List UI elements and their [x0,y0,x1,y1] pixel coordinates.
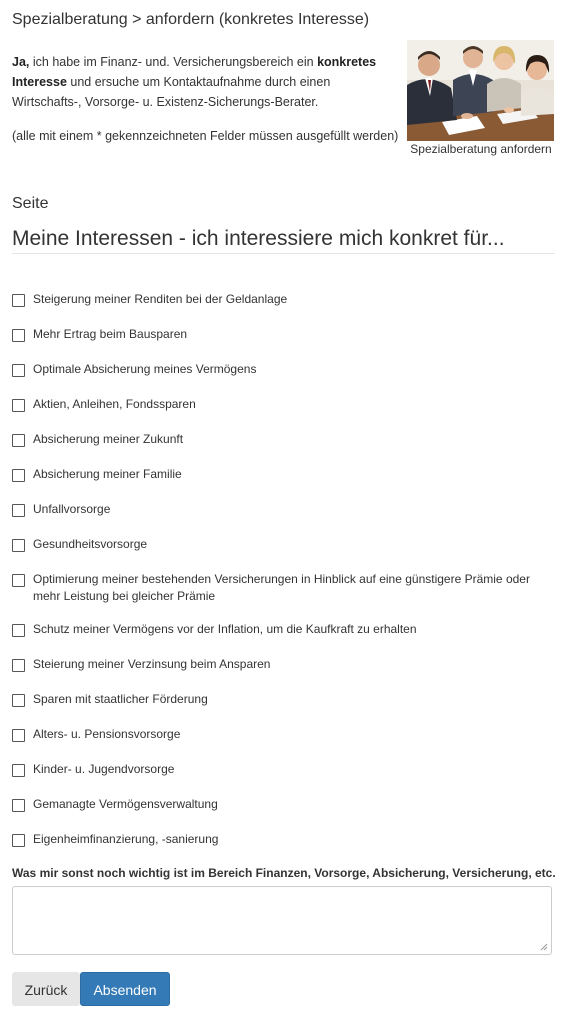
interest-option[interactable] [12,761,557,778]
checkbox[interactable] [12,399,25,412]
checkbox-label[interactable]: Absicherung meiner Familie [33,467,182,481]
checkbox-label[interactable]: Gesundheitsvorsorge [33,537,148,551]
checkbox-label[interactable]: Sparen mit staatlicher Förderung [33,692,208,706]
interest-option[interactable] [12,621,557,638]
checkbox[interactable] [12,539,25,552]
intro-text [12,52,400,112]
interest-option[interactable] [12,571,557,605]
intro-yes: Ja, [12,55,30,69]
checkbox-label[interactable]: Alters- u. Pensionsvorsorge [33,727,181,741]
interest-option[interactable] [12,396,557,413]
checkbox-label[interactable]: Optimierung meiner bestehenden Versicherungen in Hinblick auf eine günstigere Prämie oder mehr Leistung bei gleicher Prämie [33,572,530,603]
interest-option[interactable] [12,326,557,343]
checkbox-label[interactable]: Eigenheimfinanzierung, -sanierung [33,832,219,846]
submit-button[interactable]: Absenden [80,972,170,1006]
checkbox[interactable] [12,799,25,812]
checkbox-label[interactable]: Aktien, Anleihen, Fondssparen [33,397,196,411]
consultation-photo [407,40,554,141]
interest-option[interactable] [12,831,557,848]
section-divider [12,253,555,254]
intro-text-part1: ich habe im Finanz- und. Versicherungsbereich ein [29,55,318,69]
checkbox[interactable] [12,574,25,587]
page-title: Spezialberatung > anfordern (konkretes Interesse) [12,11,370,28]
interest-option[interactable] [12,431,557,448]
checkbox-label[interactable]: Kinder- u. Jugendvorsorge [33,762,175,776]
interest-option[interactable] [12,536,557,553]
interest-option[interactable] [12,501,557,518]
checkbox[interactable] [12,729,25,742]
page-label: Seite [12,195,49,212]
checkbox[interactable] [12,504,25,517]
checkbox[interactable] [12,694,25,707]
section-title: Meine Interessen - ich interessiere mich konkret für... [12,227,505,250]
photo-caption: Spezialberatung anfordern [410,142,552,156]
other-notes-label: Was mir sonst noch wichtig ist im Bereich Finanzen, Vorsorge, Absicherung, Versicherung, etc. [12,866,556,880]
required-note: (alle mit einem * gekennzeichneten Felder müssen ausgefüllt werden) [12,129,399,143]
interest-option[interactable] [12,796,557,813]
checkbox-label[interactable]: Optimale Absicherung meines Vermögens [33,362,257,376]
checkbox[interactable] [12,659,25,672]
checkbox-label[interactable]: Steigerung meiner Renditen bei der Geldanlage [33,292,288,306]
interest-option[interactable] [12,466,557,483]
other-notes-textarea[interactable] [12,886,552,955]
intro-interest: konkretes Interesse [12,55,377,89]
checkbox[interactable] [12,469,25,482]
interest-option[interactable] [12,291,557,308]
checkbox-label[interactable]: Mehr Ertrag beim Bausparen [33,327,188,341]
checkbox-label[interactable]: Absicherung meiner Zukunft [33,432,184,446]
checkbox-label[interactable]: Schutz meiner Vermögens vor der Inflation, um die Kaufkraft zu erhalten [33,622,417,636]
resize-grip-icon[interactable] [540,943,548,951]
checkbox[interactable] [12,364,25,377]
checkbox[interactable] [12,764,25,777]
interest-option[interactable] [12,656,557,673]
interest-option[interactable] [12,361,557,378]
back-button[interactable]: Zurück [12,972,80,1006]
checkbox[interactable] [12,834,25,847]
interest-option[interactable] [12,726,557,743]
checkbox[interactable] [12,294,25,307]
checkbox-label[interactable]: Steierung meiner Verzinsung beim Ansparen [33,657,271,671]
checkbox-label[interactable]: Gemanagte Vermögensverwaltung [33,797,218,811]
checkbox[interactable] [12,624,25,637]
checkbox[interactable] [12,329,25,342]
checkbox[interactable] [12,434,25,447]
intro-text-part2: und ersuche um Kontaktaufnahme durch einen Wirtschafts-, Vorsorge- u. Existenz-Sicherungs-Berater. [12,75,331,109]
checkbox-label[interactable]: Unfallvorsorge [33,502,111,516]
business-meeting-image [407,40,554,141]
interest-option[interactable] [12,691,557,708]
